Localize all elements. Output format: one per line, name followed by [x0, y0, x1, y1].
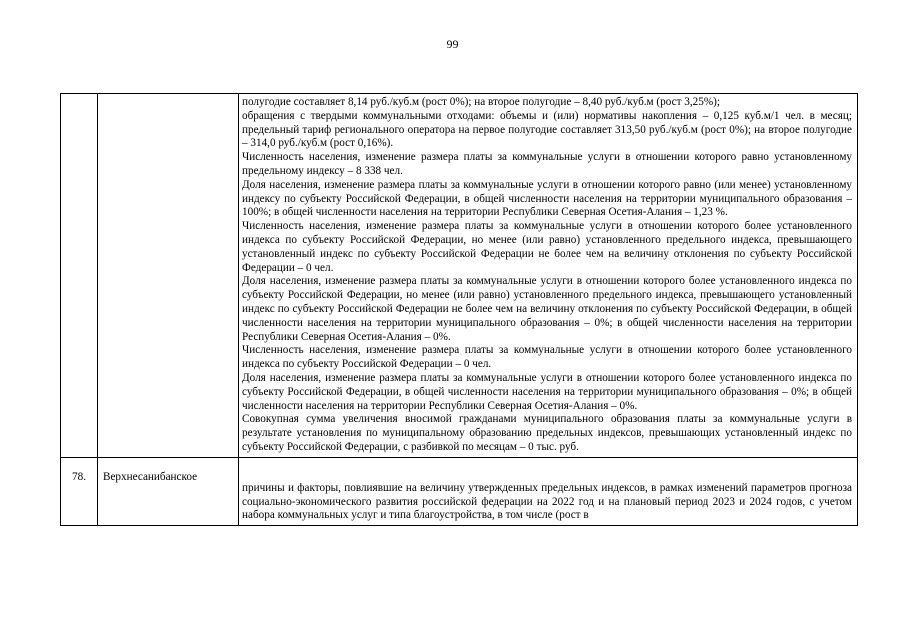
paragraph: Совокупная сумма увеличения вносимой гражданами муниципального образования платы за коммунальные услуги в результате установления по муниципальному образованию предельных индексов, превышающих установленный индекс по субъекту Российской Федерации, с разбивкой по месяцам – 0 тыс. руб.: [242, 413, 852, 453]
paragraph: Доля населения, изменение размера платы за коммунальные услуги в отношении которого более установленного индекса по субъекту Российской Федерации, но менее (или равно) установленного предельного индекса, превышающего установленный индекс по субъекту Российской Федерации не более чем на величину отклонения по субъекту Российской Федерации, в общей численности населения на территории муниципального образования – 0%; в общей численности населения на территории Республики Северная Осетия-Алания – 0%.: [242, 275, 852, 343]
paragraph: Доля населения, изменение размера платы за коммунальные услуги в отношении которого равно (или менее) установленному индексу по субъекту Российской Федерации, в общей численности населения на территории муниципального образования – 100%; в общей численности населения на территории Республики Северная Осетия-Алания – 1,23 %.: [242, 178, 852, 219]
paragraph: Численность населения, изменение размера платы за коммунальные услуги в отношении которого более установленного индекса по субъекту Российской Федерации – 0 чел.: [242, 344, 852, 371]
paragraph: причины и факторы, повлиявшие на величину утвержденных предельных индексов, в рамках изменений параметров прогноза социально-экономического развития российской федерации на 2022 год и на плановый период 2023 и 2024 годов, с учетом набора коммунальных услуг и типа благоустройства, в том числе (рост в: [242, 481, 852, 522]
row-number-cell: 78.: [61, 457, 98, 525]
table-row: [61, 94, 858, 458]
description-cell: [239, 457, 858, 525]
paragraph: Численность населения, изменение размера платы за коммунальные услуги в отношении которого более установленного индекса по субъекту Российской Федерации, но менее (или равно) установленного предельного индекса, превышающего установленный индекс по субъекту Российской Федерации не более чем на величину отклонения по субъекту Российской Федерации – 0 чел.: [242, 220, 852, 274]
paragraph: Доля населения, изменение размера платы за коммунальные услуги в отношении которого более установленного индекса по субъекту Российской Федерации, в общей численности населения на территории муниципального образования – 0%; в общей численности населения на территории Республики Северная Осетия-Алания – 0%.: [242, 371, 852, 412]
table-row: [61, 457, 858, 525]
paragraph: Численность населения, изменение размера платы за коммунальные услуги в отношении которого равно установленному предельному индексу – 8 338 чел.: [242, 151, 852, 177]
municipal-tariff-table: [60, 93, 858, 526]
page-number: 99: [446, 37, 459, 51]
municipality-name-cell: [98, 94, 239, 458]
paragraph: полугодие составляет 8,14 руб./куб.м (рост 0%); на второе полугодие – 8,40 руб./куб.м (рост 3,25%);: [242, 96, 721, 108]
row-number-cell: [61, 94, 98, 458]
municipality-name-cell: Верхнесанибанское: [98, 457, 239, 525]
paragraph: обращения с твердыми коммунальными отходами: объемы и (или) нормативы накопления – 0,125 куб.м/1 чел. в месяц; предельный тариф регионального оператора на первое полугодие составляет 313,50 руб./куб.м (рост 0%); на второе полугодие – 314,0 руб./куб.м (рост 0,16%).: [242, 109, 852, 150]
description-cell: [239, 94, 858, 458]
